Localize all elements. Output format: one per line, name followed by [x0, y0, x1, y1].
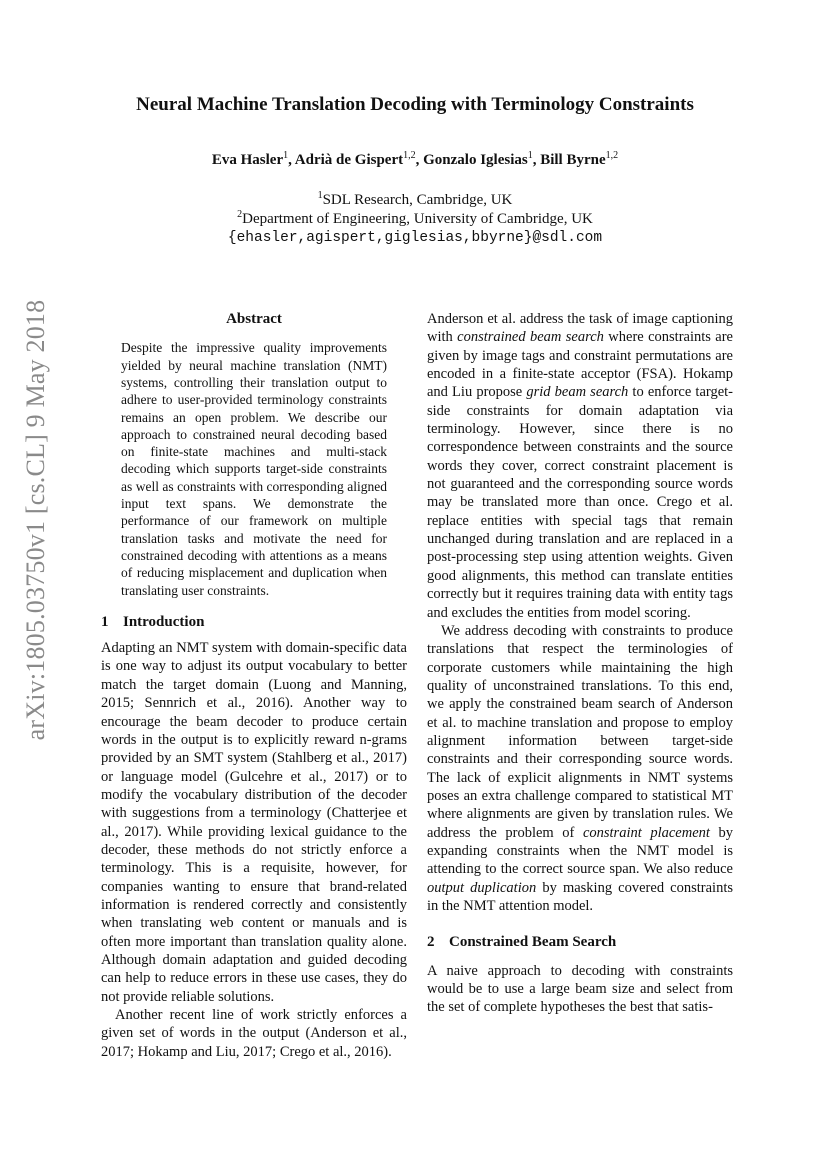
emphasis-term: output duplication — [427, 879, 537, 896]
left-column — [101, 310, 407, 1061]
affiliation-text: Department of Engineering, University of Cambridge, UK — [242, 211, 593, 227]
affiliation-number: 2 — [237, 209, 243, 220]
author-affiliation-marker: 1,2 — [605, 150, 619, 161]
abstract-text: Despite the impressive quality improvements yielded by neural machine translation (NMT) systems, controlling their translation output to adhere to user-provided terminology constraints remains an open problem. We describe our approach to constrained neural decoding based on finite-state machines and multi-stack decoding which supports target-side constraints as well as constraints with corresponding aligned input text spans. We demonstrate the performance of our framework on multiple translation tasks and motivate the need for constrained decoding with attentions as a means of reducing misplacement and duplication when translating user constraints. — [121, 340, 387, 598]
arxiv-identifier: arXiv:1805.03750v1 [cs.CL] 9 May 2018 — [21, 299, 50, 741]
email-line — [100, 229, 730, 246]
paper-title: Neural Machine Translation Decoding with Terminology Constraints — [136, 94, 694, 115]
paragraph: Another recent line of work strictly enforces a given set of words in the output (Anderson et al., 2017; Hokamp and Liu, 2017; Crego et al., 2016). — [101, 1007, 407, 1060]
emphasis-term: constrained beam search — [457, 329, 604, 346]
section-number: 2 — [427, 934, 435, 951]
section-heading-constrained-beam-search — [427, 933, 733, 951]
emphasis-term: grid beam search — [526, 384, 629, 401]
section-title: Introduction — [123, 613, 205, 630]
author-list: Eva Hasler$^1$, Adrià de Gispert$^{1,2}$, Gonzalo Iglesias$^1$, Bill Byrne$^{1,2}$ — [211, 150, 619, 168]
arxiv-sidebar — [8, 299, 64, 741]
author-email: {ehasler,agispert,giglesias,bbyrne}@sdl.com — [227, 230, 603, 246]
paragraph: Adapting an NMT system with domain-specific data is one way to adjust its output vocabulary to better match the target domain (Luong and Manning, 2015; Sennrich et al., 2016). Another way to encourage the beam decoder to produce certain words in the output is to explicitly reward n-grams provided by an SMT system (Stahlberg et al., 2017) or language model (Gulcehre et al., 2017) or to modify the vocabulary distribution of the decoder with suggestions from a terminology (Chatterjee et al., 2017). While providing lexical guidance to the decoder, these methods do not strictly enforce a terminology. This is a requisite, however, for companies wanting to ensure that brand-related information is rendered correctly and consistently when translating web content or manuals and is often more important than translation quality alone. Although domain adaptation and guided decoding can help to reduce errors in these use cases, they do not provide reliable solutions. — [101, 640, 407, 1005]
affiliation-line — [100, 190, 730, 209]
paragraph: We address decoding with constraints to produce translations that respect the terminologies of corporate customers while maintaining the high quality of unconstrained translations. To this end, we apply the constrained beam search of Anderson et al. to machine translation and propose to employ alignment information between target-side constraints and their corresponding source words. The lack of explicit alignments in NMT systems poses an extra challenge compared to statistical MT where alignments are given by translation rules. We address the problem of constraint placement by expanding constraints when the NMT model is attending to the correct source span. We also reduce output duplication by masking covered constraints in the NMT attention model. — [427, 622, 734, 914]
right-column — [427, 310, 733, 1017]
section-title: Constrained Beam Search — [449, 934, 617, 951]
author-affiliation-marker: 1 — [283, 150, 289, 161]
paragraph: Anderson et al. address the task of image captioning with constrained beam search where constraints are given by image tags and constraint permutations are encoded in a finite-state acceptor (FSA). Hokamp and Liu propose grid beam search to enforce target-side constraints for domain adaptation via terminology. However, since there is no correspondence between constraints and the source words they cover, correct constraint placement is not guaranteed and the corresponding source words may be translated more than once. Crego et al. replace entities with special tags that remain unchanged during translation and are replaced in a post-processing step using attention weights. Given good alignments, this method can translate entities correctly but it requires training data with entity tags and excludes the entities from model scoring. — [427, 311, 733, 621]
section-heading-introduction — [101, 613, 407, 631]
emphasis-term: constraint placement — [582, 824, 710, 841]
section-number: 1 — [101, 613, 109, 630]
author-name: Adrià de Gispert — [294, 152, 404, 168]
author-name: Bill Byrne — [540, 152, 606, 168]
affiliation-text: SDL Research, Cambridge, UK — [322, 192, 513, 208]
paragraph: A naive approach to decoding with constraints would be to use a large beam size and select from the set of complete hypotheses the best that satis- — [427, 962, 733, 1016]
author-name: Gonzalo Iglesias — [423, 152, 528, 168]
affiliation-number: 1 — [317, 190, 323, 201]
affiliation-line — [100, 209, 730, 228]
abstract-heading: Abstract — [226, 311, 282, 327]
author-name: Eva Hasler — [211, 152, 284, 168]
author-affiliation-marker: 1,2 — [403, 150, 416, 161]
author-affiliation-marker: 1 — [527, 150, 533, 161]
